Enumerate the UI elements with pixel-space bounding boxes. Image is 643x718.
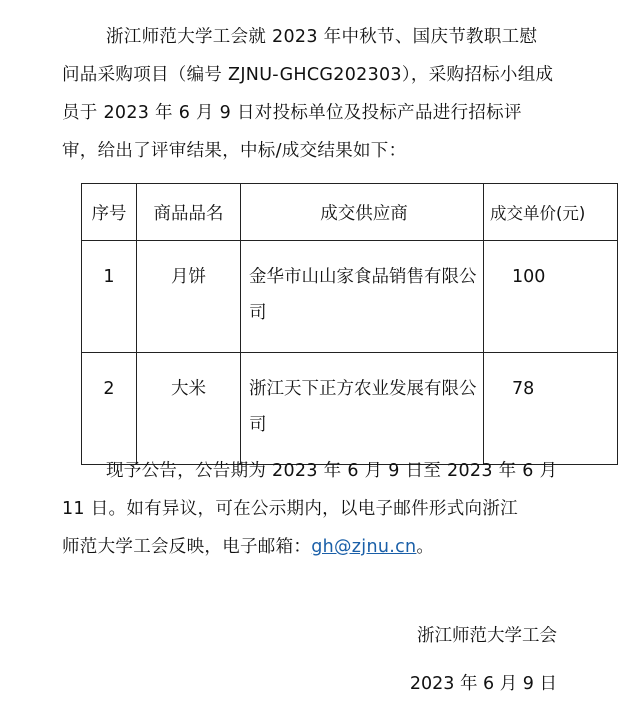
signature-date: 2023 年 6 月 9 日 — [409, 674, 557, 694]
table-row — [82, 353, 618, 465]
notice-line: 现予公告，公告期为 2023 年 6 月 9 日至 2023 年 6 月 — [106, 461, 558, 481]
result-table — [81, 183, 618, 465]
header-no: 序号 — [82, 184, 137, 241]
header-item: 商品品名 — [137, 184, 241, 241]
notice-line: 11 日。如有异议，可在公示期内，以电子邮件形式向浙江 — [62, 499, 518, 519]
header-price: 成交单价(元) — [484, 184, 618, 241]
header-supplier: 成交供应商 — [241, 184, 484, 241]
intro-line: 浙江师范大学工会就 2023 年中秋节、国庆节教职工慰 — [106, 27, 538, 47]
cell-item: 大米 — [137, 353, 241, 465]
notice-paragraph — [62, 452, 582, 566]
intro-paragraph — [62, 18, 582, 170]
signature-org: 浙江师范大学工会 — [417, 626, 557, 646]
cell-no: 1 — [82, 241, 137, 353]
intro-line: 员于 2023 年 6 月 9 日对投标单位及投标产品进行招标评 — [62, 103, 522, 123]
cell-supplier: 金华市山山家食品销售有限公司 — [241, 241, 484, 353]
table-header-row — [82, 184, 618, 241]
email-link[interactable]: gh@zjnu.cn — [311, 537, 417, 557]
cell-supplier: 浙江天下正方农业发展有限公司 — [241, 353, 484, 465]
intro-line: 问品采购项目（编号 ZJNU-GHCG202303），采购招标小组成 — [62, 65, 554, 85]
table-row — [82, 241, 618, 353]
cell-price: 100 — [484, 241, 618, 353]
notice-line — [62, 528, 582, 566]
notice-line-end: 。 — [416, 537, 435, 557]
cell-price: 78 — [484, 353, 618, 465]
intro-line: 审，给出了评审结果，中标/成交结果如下： — [62, 141, 407, 161]
cell-no: 2 — [82, 353, 137, 465]
cell-item: 月饼 — [137, 241, 241, 353]
notice-line-text: 师范大学工会反映，电子邮箱： — [62, 537, 312, 557]
